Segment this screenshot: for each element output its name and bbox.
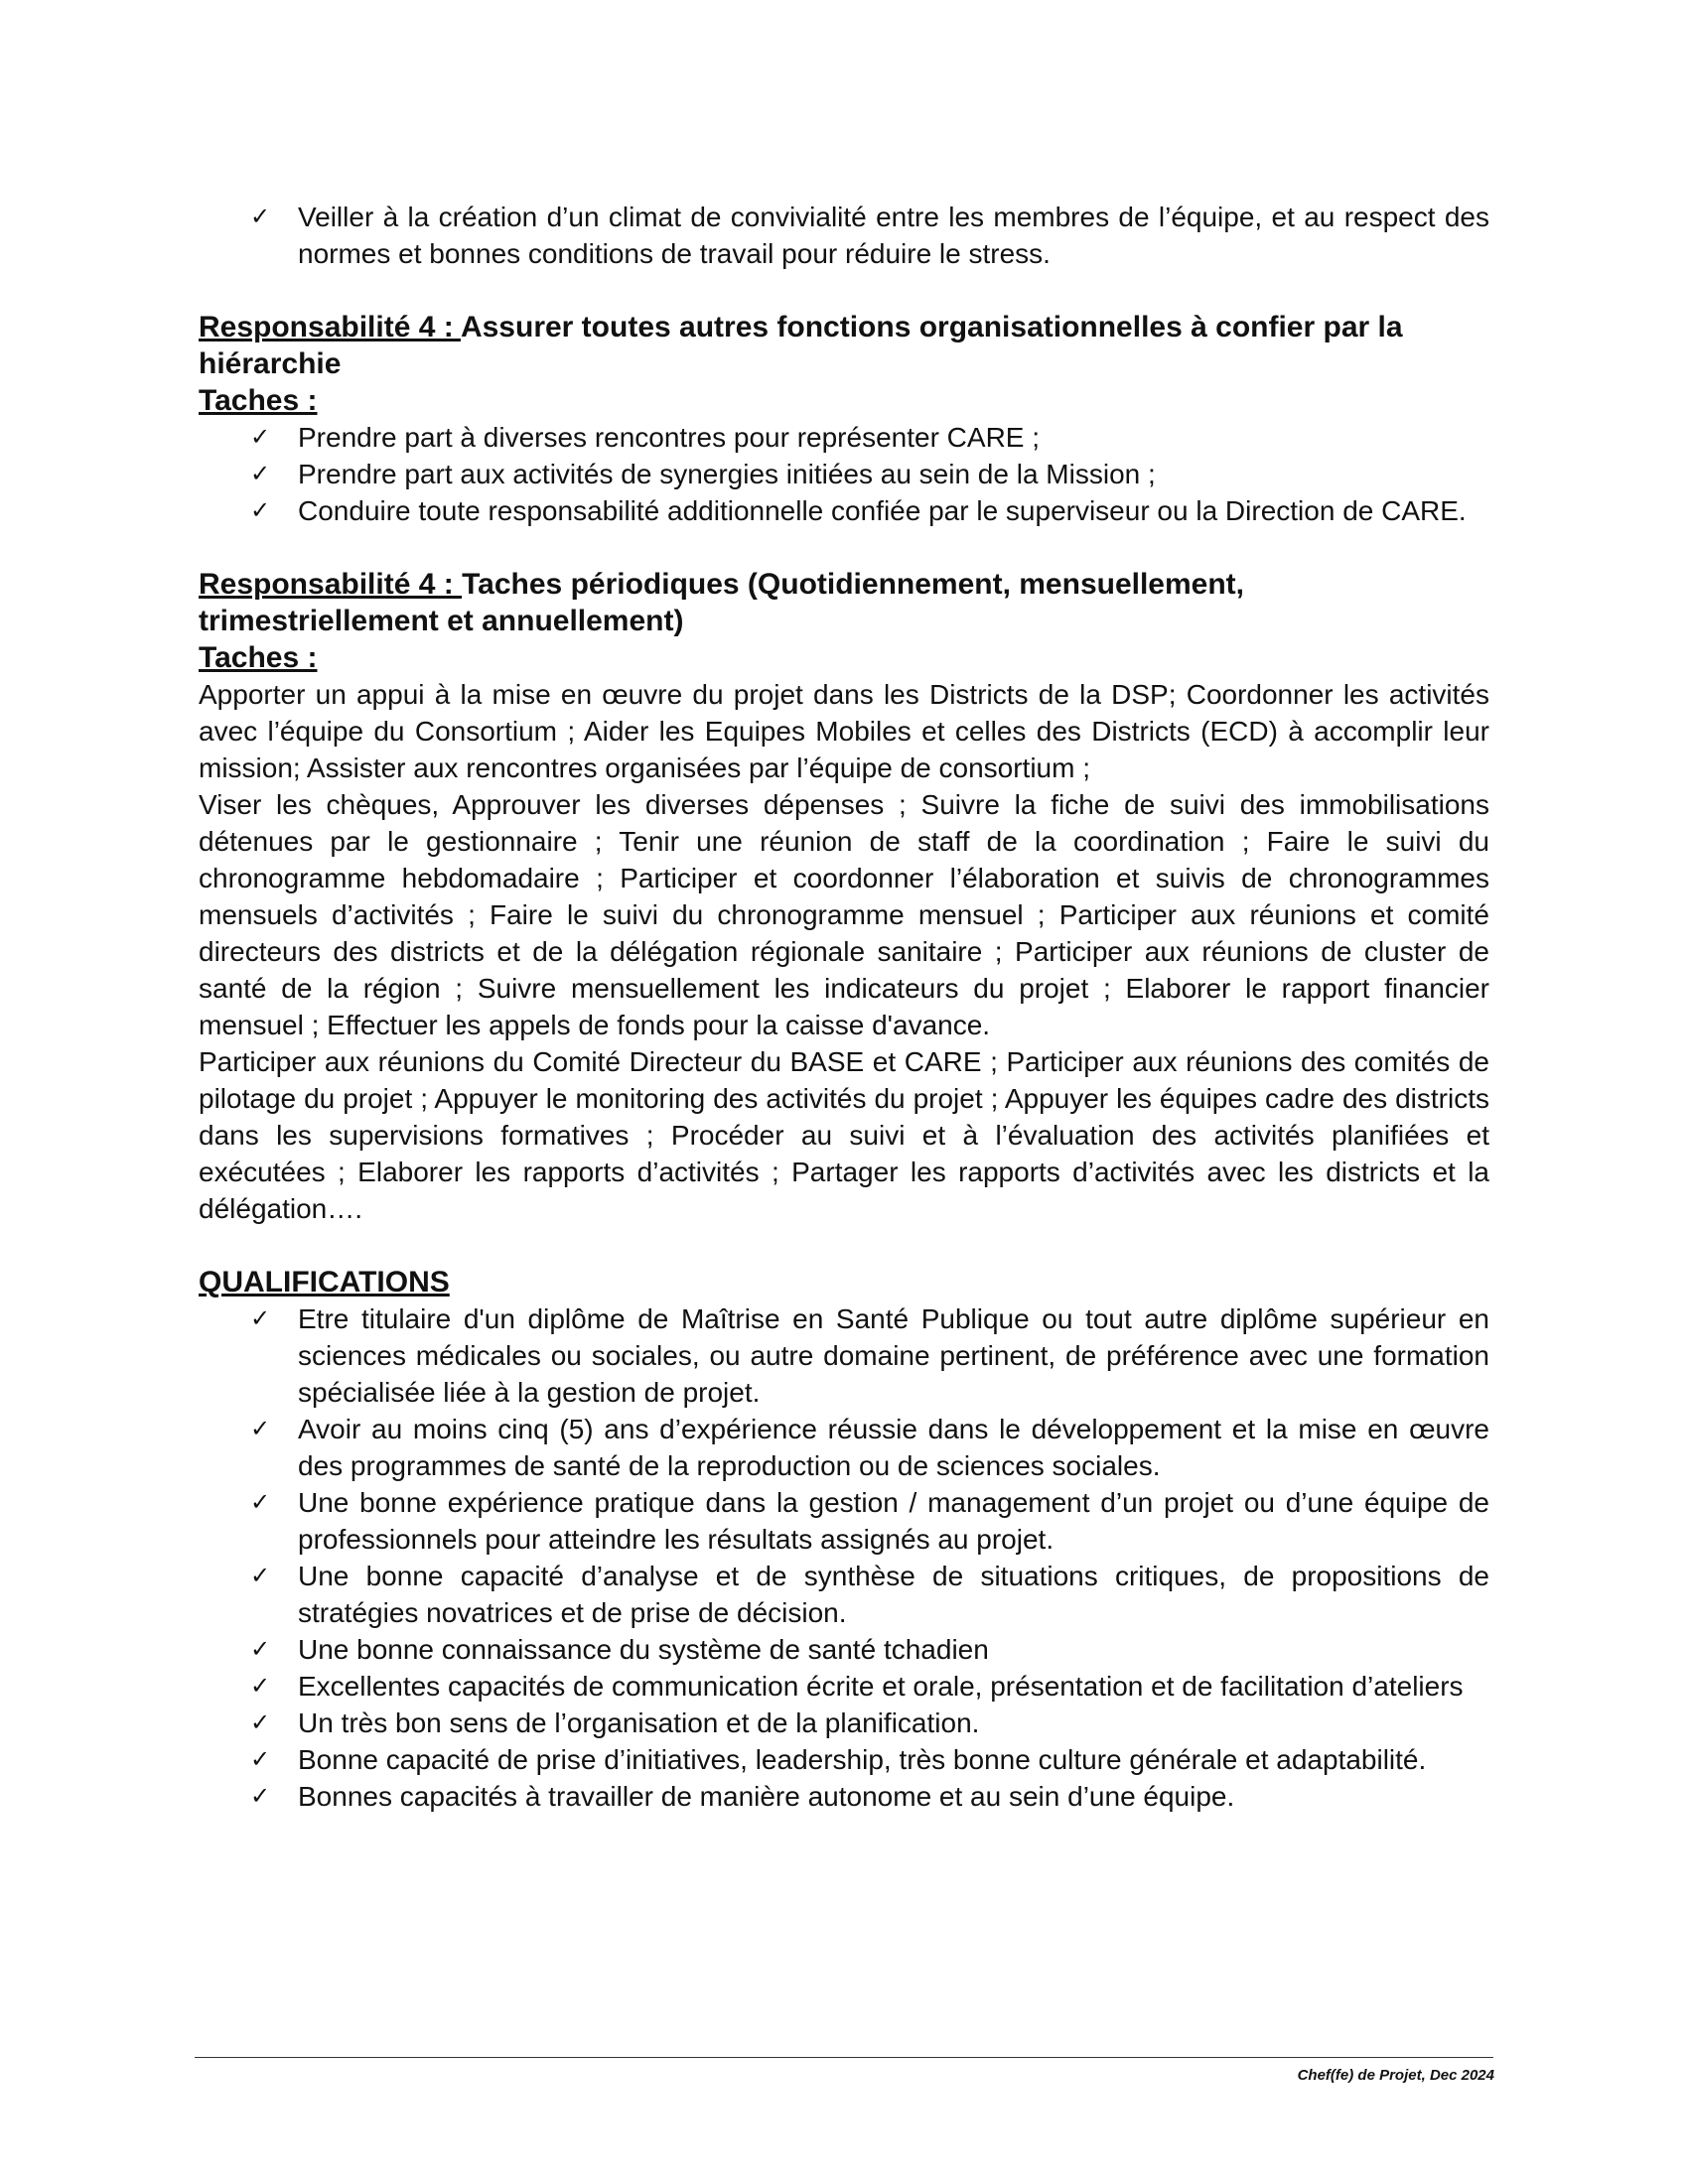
- list-item-text: Prendre part à diverses rencontres pour représenter CARE ;: [298, 422, 1041, 453]
- list-item: [250, 1411, 1489, 1484]
- taches-label: Taches :: [199, 641, 318, 674]
- list-item: [250, 419, 1489, 456]
- checkmark-icon: ✓: [250, 1488, 271, 1516]
- document-page: [199, 199, 1489, 1815]
- responsibility-4a-checklist: [199, 419, 1489, 529]
- list-item-text: Bonnes capacités à travailler de manière autonome et au sein d’une équipe.: [298, 1781, 1235, 1812]
- list-item: [250, 1705, 1489, 1741]
- checkmark-icon: ✓: [250, 1304, 271, 1332]
- responsibility-title: Taches périodiques (Quotidiennement, mensuellement, trimestriellement et annuellement): [199, 568, 1245, 637]
- qualifications-checklist: [199, 1300, 1489, 1815]
- qualifications-heading: QUALIFICATIONS: [199, 1266, 450, 1298]
- list-item: [250, 1668, 1489, 1705]
- list-item-text: Une bonne capacité d’analyse et de synthèse de situations critiques, de propositions de stratégies novatrices et de prise de décision.: [298, 1561, 1489, 1628]
- responsibility-label: Responsabilité 4 :: [199, 311, 461, 343]
- list-item: [250, 1484, 1489, 1558]
- checkmark-icon: ✓: [250, 1415, 271, 1442]
- paragraph: Viser les chèques, Approuver les diverses dépenses ; Suivre la fiche de suivi des immobilisations détenues par le gestionnaire ; Tenir une réunion de staff de la coordination ; Faire le suivi du chronogramme hebdomadaire ; Participer et coordonner l’élaboration et suivis de chronogrammes mensuels d’activités ; Faire le suivi du chronogramme mensuel ; Participer aux réunions et comité directeurs des districts et de la délégation régionale sanitaire ; Participer aux réunions de cluster de santé de la région ; Suivre mensuellement les indicateurs du projet ; Elaborer le rapport financier mensuel ; Effectuer les appels de fonds pour la caisse d'avance.: [199, 789, 1489, 1040]
- checkmark-icon: ✓: [250, 423, 271, 451]
- responsibility-title: Assurer toutes autres fonctions organisationnelles à confier par la hiérarchie: [199, 311, 1403, 380]
- checkmark-icon: ✓: [250, 1672, 271, 1700]
- checkmark-icon: ✓: [250, 496, 271, 524]
- list-item: [250, 1631, 1489, 1668]
- list-item-text: Veiller à la création d’un climat de convivialité entre les membres de l’équipe, et au respect des normes et bonnes conditions de travail pour réduire le stress.: [298, 202, 1489, 269]
- list-item: [250, 199, 1489, 272]
- list-item: [250, 1300, 1489, 1411]
- responsibility-label: Responsabilité 4 :: [199, 568, 463, 601]
- checkmark-icon: ✓: [250, 1562, 271, 1589]
- responsibility-4a-heading: [199, 309, 1489, 382]
- list-item-text: Excellentes capacités de communication écrite et orale, présentation et de facilitation d’ateliers: [298, 1671, 1464, 1702]
- list-item-text: Une bonne connaissance du système de santé tchadien: [298, 1634, 989, 1665]
- paragraph: Participer aux réunions du Comité Directeur du BASE et CARE ; Participer aux réunions des comités de pilotage du projet ; Appuyer le monitoring des activités du projet ; Appuyer les équipes cadre des districts dans les supervisions formatives ; Procéder au suivi et à l’évaluation des activités planifiées et exécutées ; Elaborer les rapports d’activités ; Partager les rapports d’activités avec les districts et la délégation….: [199, 1046, 1489, 1224]
- footer-text: Chef(fe) de Projet, Dec 2024: [1297, 2067, 1494, 2084]
- list-item-text: Bonne capacité de prise d’initiatives, leadership, très bonne culture générale et adaptabilité.: [298, 1744, 1427, 1775]
- checkmark-icon: ✓: [250, 203, 271, 230]
- list-item: [250, 492, 1489, 529]
- list-item: [250, 1558, 1489, 1631]
- taches-label: Taches :: [199, 384, 318, 417]
- list-item-text: Etre titulaire d'un diplôme de Maîtrise en Santé Publique ou tout autre diplôme supérieur en sciences médicales ou sociales, ou autre domaine pertinent, de préférence avec une formation spécialisée liée à la gestion de projet.: [298, 1303, 1489, 1408]
- list-item-text: Avoir au moins cinq (5) ans d’expérience réussie dans le développement et la mise en œuvre des programmes de santé de la reproduction ou de sciences sociales.: [298, 1414, 1489, 1481]
- list-item-text: Prendre part aux activités de synergies initiées au sein de la Mission ;: [298, 459, 1156, 489]
- checkmark-icon: ✓: [250, 1708, 271, 1736]
- paragraph: Apporter un appui à la mise en œuvre du projet dans les Districts de la DSP; Coordonner les activités avec l’équipe du Consortium ; Aider les Equipes Mobiles et celles des Districts (ECD) à accomplir leur mission; Assister aux rencontres organisées par l’équipe de consortium ;: [199, 679, 1489, 783]
- list-item-text: Une bonne expérience pratique dans la gestion / management d’un projet ou d’une équipe de professionnels pour atteindre les résultats assignés au projet.: [298, 1487, 1489, 1555]
- list-item: [250, 1741, 1489, 1778]
- responsibility-4b-heading: [199, 566, 1489, 639]
- list-item: [250, 1778, 1489, 1815]
- top-checklist: [199, 199, 1489, 272]
- list-item-text: Conduire toute responsabilité additionnelle confiée par le superviseur ou la Direction de CARE.: [298, 495, 1467, 526]
- checkmark-icon: ✓: [250, 1745, 271, 1773]
- checkmark-icon: ✓: [250, 1635, 271, 1663]
- list-item-text: Un très bon sens de l’organisation et de la planification.: [298, 1707, 980, 1738]
- list-item: [250, 456, 1489, 492]
- footer-divider: [195, 2057, 1493, 2058]
- checkmark-icon: ✓: [250, 460, 271, 487]
- checkmark-icon: ✓: [250, 1782, 271, 1810]
